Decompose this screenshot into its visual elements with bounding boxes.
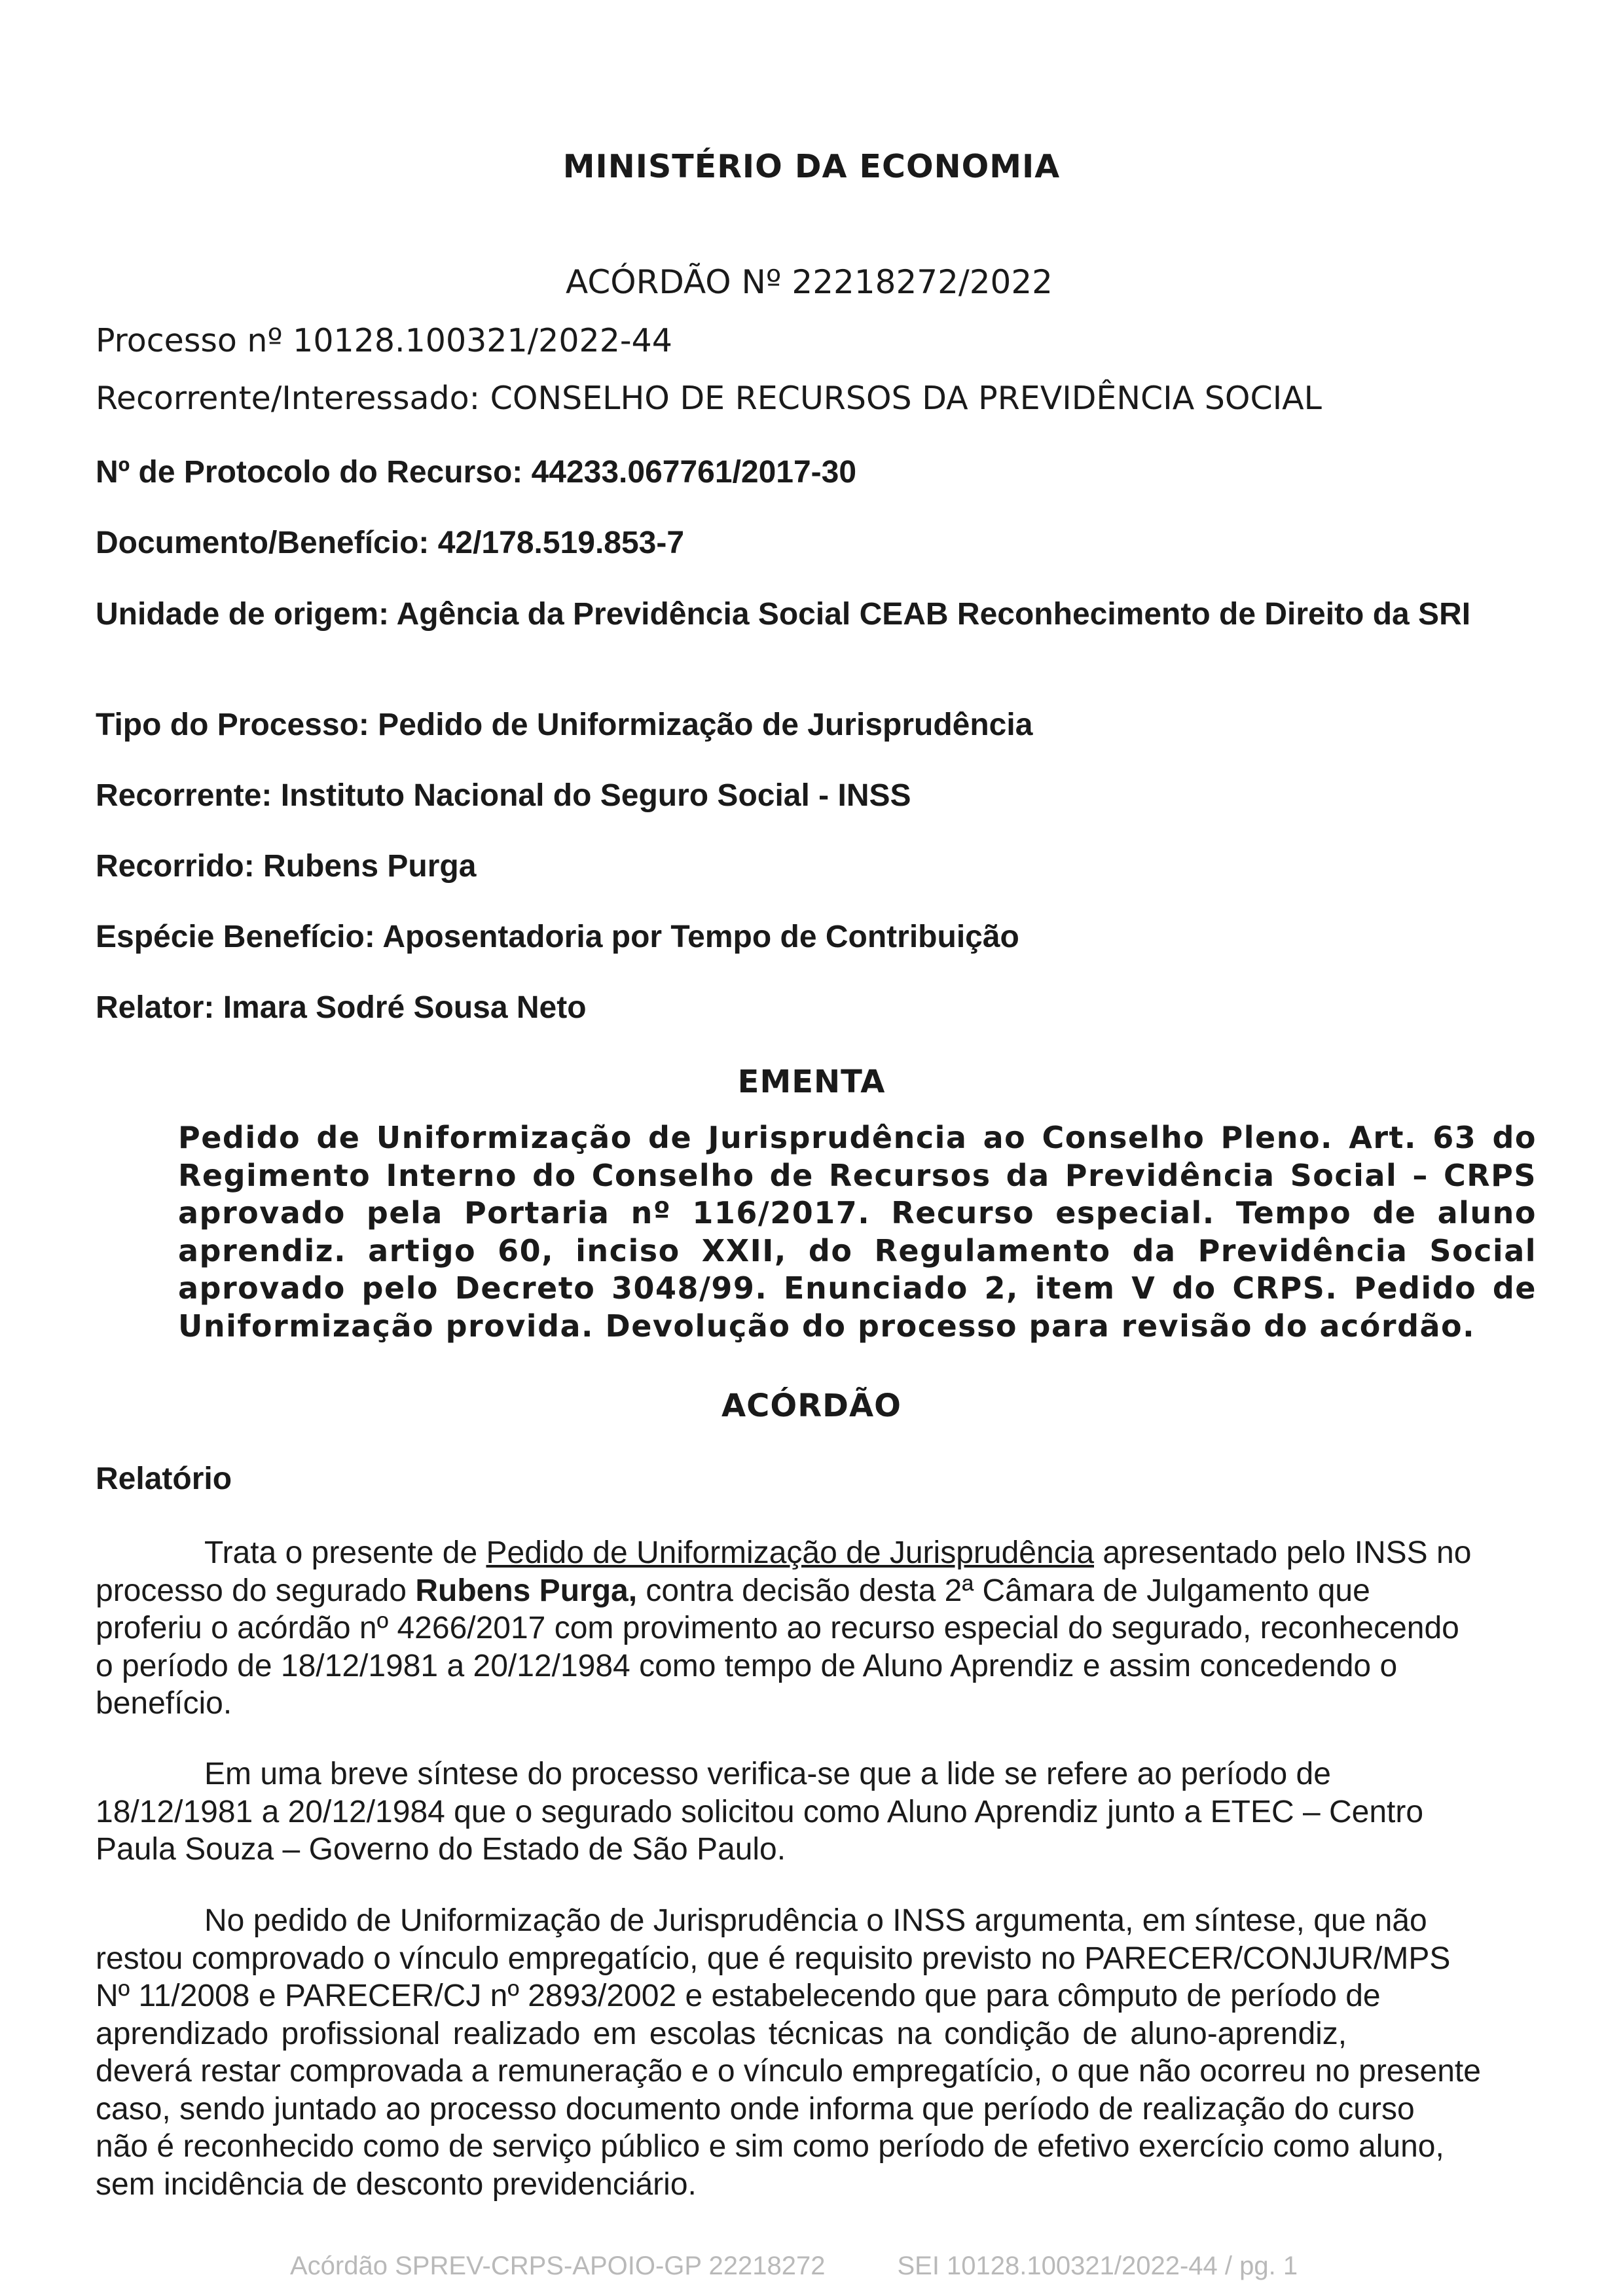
- paragraph-line: proferiu o acórdão nº 4266/2017 com provimento ao recurso especial do segurado, reconhecendo: [96, 1611, 1459, 1645]
- unidade-field: Unidade de origem: Agência da Previdência Social CEAB Reconhecimento de Direito da SRI: [96, 597, 1471, 632]
- footer-document-id: Acórdão SPREV-CRPS-APOIO-GP 22218272: [290, 2251, 826, 2280]
- ementa-line: Uniformização provida. Devolução do processo para revisão do acórdão.: [178, 1308, 1476, 1344]
- ementa-line: Regimento Interno do Conselho de Recursos da Previdência Social – CRPS: [178, 1157, 1537, 1193]
- ementa-line: aprovado pelo Decreto 3048/99. Enunciado 2, item V do CRPS. Pedido de: [178, 1270, 1537, 1306]
- paragraph-line: aprendizado profissional realizado em escolas técnicas na condição de aluno-aprendiz,: [96, 2016, 1347, 2051]
- ementa-text: [178, 1119, 1537, 1345]
- paragraph-line: Nº 11/2008 e PARECER/CJ nº 2893/2002 e estabelecendo que para cômputo de período de: [96, 1979, 1381, 2013]
- paragraph-line: não é reconhecido como de serviço público e sim como período de efetivo exercício como aluno,: [96, 2129, 1444, 2164]
- paragraph-line: No pedido de Uniformização de Jurisprudência o INSS argumenta, em síntese, que não: [204, 1903, 1427, 1938]
- paragraph-line: Trata o presente de Pedido de Uniformização de Jurisprudência apresentado pelo INSS no: [204, 1535, 1472, 1570]
- paragraph-line: sem incidência de desconto previdenciário.: [96, 2166, 697, 2202]
- ementa-line: aprendiz. artigo 60, inciso XXII, do Regulamento da Previdência Social: [178, 1232, 1537, 1268]
- processo-number: Processo nº 10128.100321/2022-44: [96, 322, 672, 359]
- documento-field: Documento/Benefício: 42/178.519.853-7: [96, 526, 685, 560]
- tipo-processo-field: Tipo do Processo: Pedido de Uniformização de Jurisprudência: [96, 708, 1033, 742]
- relatorio-paragraph-1: [96, 1534, 1536, 1723]
- paragraph-line: o período de 18/12/1981 a 20/12/1984 como tempo de Aluno Aprendiz e assim concedendo o: [96, 1648, 1398, 1683]
- paragraph-line: Em uma breve síntese do processo verifica-se que a lide se refere ao período de: [204, 1757, 1331, 1791]
- footer-sei-page: SEI 10128.100321/2022-44 / pg. 1: [897, 2251, 1298, 2280]
- acordao-title: ACÓRDÃO: [721, 1388, 902, 1424]
- paragraph-line: restou comprovado o vínculo empregatício, que é requisito previsto no PARECER/CONJUR/MPS: [96, 1941, 1451, 1976]
- paragraph-line: caso, sendo juntado ao processo documento onde informa que período de realização do curso: [96, 2091, 1415, 2126]
- paragraph-line: processo do segurado Rubens Purga, contra decisão desta 2ª Câmara de Julgamento que: [96, 1573, 1370, 1608]
- paragraph-line: 18/12/1981 a 20/12/1984 que o segurado solicitou como Aluno Aprendiz junto a ETEC – Centro: [96, 1794, 1424, 1829]
- page-footer: [290, 2251, 1298, 2281]
- recorrente-field: Recorrente: Instituto Nacional do Seguro Social - INSS: [96, 778, 911, 813]
- paragraph-line: Paula Souza – Governo do Estado de São Paulo.: [96, 1832, 786, 1867]
- relator-field: Relator: Imara Sodré Sousa Neto: [96, 990, 587, 1025]
- relatorio-paragraph-3: [96, 1902, 1536, 2203]
- segurado-name: Rubens Purga,: [415, 1573, 638, 1608]
- paragraph-line: deverá restar comprovada a remuneração e o vínculo empregatício, o que não ocorreu no presente: [96, 2054, 1481, 2089]
- relatorio-paragraph-2: [96, 1755, 1536, 1869]
- ementa-line: aprovado pela Portaria nº 116/2017. Recurso especial. Tempo de aluno: [178, 1195, 1537, 1230]
- pedido-uniformizacao-link[interactable]: Pedido de Uniformização de Jurisprudência: [486, 1535, 1095, 1570]
- recorrente-interessado: Recorrente/Interessado: CONSELHO DE RECURSOS DA PREVIDÊNCIA SOCIAL: [96, 380, 1322, 417]
- especie-field: Espécie Benefício: Aposentadoria por Tempo de Contribuição: [96, 920, 1019, 954]
- relatorio-label: Relatório: [96, 1462, 232, 1496]
- acordao-number: ACÓRDÃO Nº 22218272/2022: [566, 263, 1053, 301]
- ementa-line: Pedido de Uniformização de Jurisprudência ao Conselho Pleno. Art. 63 do: [178, 1120, 1537, 1155]
- protocolo-field: Nº de Protocolo do Recurso: 44233.067761/2017-30: [96, 455, 857, 490]
- paragraph-line: benefício.: [96, 1686, 232, 1721]
- recorrido-field: Recorrido: Rubens Purga: [96, 849, 477, 884]
- ementa-title: EMENTA: [737, 1064, 886, 1100]
- ministry-title: MINISTÉRIO DA ECONOMIA: [562, 148, 1061, 185]
